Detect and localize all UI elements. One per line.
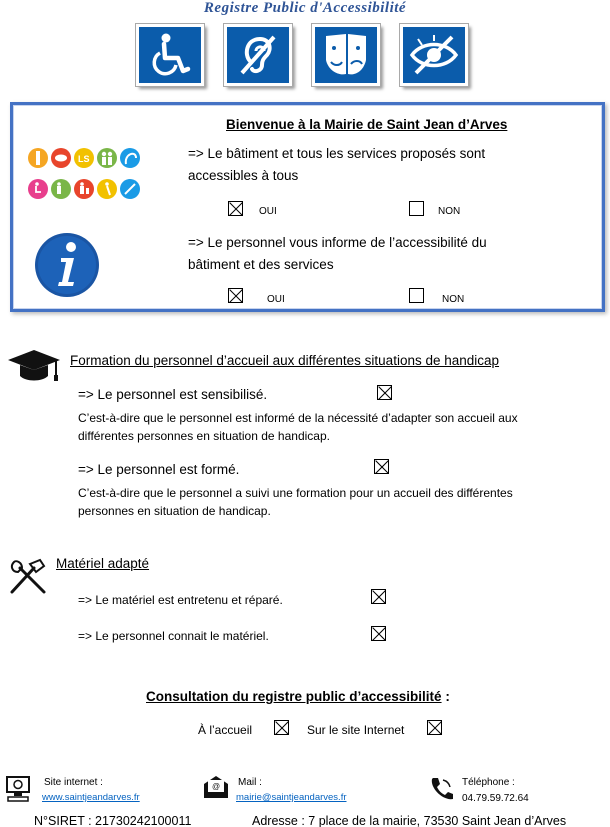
q2-non-label: NON	[442, 294, 465, 305]
svg-text:LS: LS	[78, 154, 90, 164]
formation-item1-desc-line2: différentes personnes en situation de handicap.	[78, 429, 330, 443]
consultation-heading-row	[146, 686, 450, 708]
q2-oui-label: OUI	[267, 294, 285, 305]
q1-text-line2: accessibles à tous	[188, 168, 299, 183]
footer-phone-value: 04.79.59.72.64	[462, 793, 529, 804]
materiel-item2-label: => Le personnel connait le matériel.	[78, 629, 269, 643]
formation-item1-label: => Le personnel est sensibilisé.	[78, 387, 268, 402]
materiel-item1-checkbox[interactable]	[371, 589, 386, 604]
wheelchair-icon	[136, 24, 204, 86]
consultation-heading-colon: :	[441, 689, 450, 704]
consultation-accueil-label: À l’accueil	[198, 723, 253, 737]
mental-disability-icon	[312, 24, 380, 86]
formation-item1-desc-line1: C’est-à-dire que le personnel est informé de la nécessité d’adapter son accueil aux	[78, 411, 518, 425]
tools-icon	[8, 558, 48, 601]
phone-icon	[428, 776, 454, 807]
visual-impairment-icon	[400, 24, 468, 86]
computer-icon	[6, 776, 30, 807]
consultation-heading: Consultation du registre public d’accessibilité	[146, 689, 442, 704]
consultation-site-label: Sur le site Internet	[307, 723, 405, 737]
graduation-cap-icon	[6, 348, 62, 389]
consultation-accueil-checkbox[interactable]	[274, 720, 289, 735]
page-title: Registre Public d'Accessibilité	[203, 0, 407, 16]
hearing-impaired-icon	[224, 24, 292, 86]
consultation-site-checkbox[interactable]	[427, 720, 442, 735]
footer-site-link[interactable]: www.saintjeandarves.fr	[42, 792, 140, 803]
formation-heading: Formation du personnel d’accueil aux différentes situations de handicap	[70, 353, 500, 368]
materiel-item2-checkbox[interactable]	[371, 626, 386, 641]
q2-text-line1: => Le personnel vous informe de l’accessibilité du	[188, 235, 487, 250]
q1-text-line1: => Le bâtiment et tous les services proposés sont	[188, 146, 486, 161]
q2-oui-checkbox[interactable]	[228, 288, 243, 303]
pictogram-row-2	[28, 179, 140, 199]
footer-siret: N°SIRET : 21730242100011	[34, 814, 192, 827]
footer-phone-label: Téléphone :	[462, 777, 515, 788]
formation-item2-label: => Le personnel est formé.	[78, 462, 240, 477]
pictogram-row-1	[28, 148, 140, 168]
formation-item2-checkbox[interactable]	[374, 459, 389, 474]
formation-item1-checkbox[interactable]	[377, 385, 392, 400]
footer-mail-label: Mail :	[238, 777, 262, 788]
q2-text-line2: bâtiment et des services	[188, 257, 334, 272]
welcome-heading: Bienvenue à la Mairie de Saint Jean d’Arves	[226, 117, 508, 132]
mail-icon	[203, 775, 229, 804]
info-icon	[34, 232, 100, 303]
q1-non-checkbox[interactable]	[409, 201, 424, 216]
q1-oui-label: OUI	[259, 206, 277, 217]
footer-mail-link[interactable]: mairie@saintjeandarves.fr	[236, 792, 347, 803]
accessibility-icons-row	[130, 20, 480, 90]
materiel-heading: Matériel adapté	[56, 556, 150, 571]
formation-item2-desc-line1: C’est-à-dire que le personnel a suivi une formation pour un accueil des différentes	[78, 486, 513, 500]
footer-site-label: Site internet :	[44, 777, 103, 788]
q1-oui-checkbox[interactable]	[228, 201, 243, 216]
footer-address: Adresse : 7 place de la mairie, 73530 Saint Jean d’Arves	[252, 814, 567, 827]
q1-non-label: NON	[438, 206, 461, 217]
q2-non-checkbox[interactable]	[409, 288, 424, 303]
disability-pictograms	[24, 142, 154, 210]
materiel-item1-label: => Le matériel est entretenu et réparé.	[78, 593, 283, 607]
svg-text:@: @	[212, 782, 221, 791]
formation-item2-desc-line2: personnes en situation de handicap.	[78, 504, 271, 518]
